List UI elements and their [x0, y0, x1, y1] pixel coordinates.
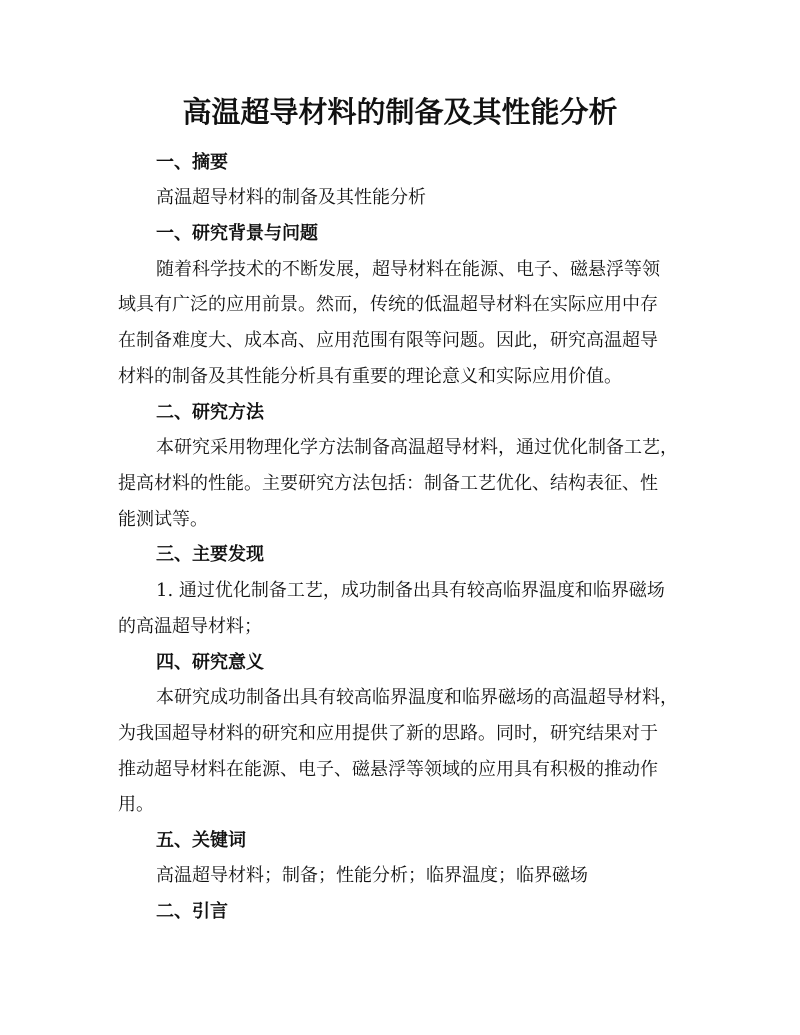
section-heading-methods: 二、研究方法: [156, 402, 264, 423]
methods-line-2: 提高材料的性能。主要研究方法包括：制备工艺优化、结构表征、性: [118, 473, 658, 494]
findings-line-1: 1. 通过优化制备工艺，成功制备出具有较高临界温度和临界磁场: [156, 580, 665, 601]
significance-line-3: 推动超导材料在能源、电子、磁悬浮等领域的应用具有积极的推动作: [118, 759, 658, 780]
methods-line-3: 能测试等。: [118, 509, 208, 530]
section-heading-introduction: 二、引言: [156, 901, 228, 922]
document-title: 高温超导材料的制备及其性能分析: [182, 95, 618, 129]
keywords-line-1: 高温超导材料；制备；性能分析；临界温度；临界磁场: [156, 865, 588, 886]
section-heading-abstract: 一、摘要: [156, 152, 228, 173]
background-line-4: 材料的制备及其性能分析具有重要的理论意义和实际应用价值。: [118, 366, 622, 387]
significance-line-4: 用。: [118, 794, 154, 815]
abstract-line-1: 高温超导材料的制备及其性能分析: [156, 187, 426, 208]
background-line-1: 随着科学技术的不断发展，超导材料在能源、电子、磁悬浮等领: [156, 259, 660, 280]
significance-line-1: 本研究成功制备出具有较高临界温度和临界磁场的高温超导材料，: [156, 687, 678, 708]
section-heading-keywords: 五、关键词: [156, 830, 246, 851]
findings-line-2: 的高温超导材料；: [118, 616, 262, 637]
methods-line-1: 本研究采用物理化学方法制备高温超导材料，通过优化制备工艺，: [156, 437, 678, 458]
significance-line-2: 为我国超导材料的研究和应用提供了新的思路。同时，研究结果对于: [118, 723, 658, 744]
section-heading-background: 一、研究背景与问题: [156, 223, 318, 244]
section-heading-significance: 四、研究意义: [156, 652, 264, 673]
background-line-2: 域具有广泛的应用前景。然而，传统的低温超导材料在实际应用中存: [118, 294, 658, 315]
section-heading-findings: 三、主要发现: [156, 544, 264, 565]
background-line-3: 在制备难度大、成本高、应用范围有限等问题。因此，研究高温超导: [118, 330, 658, 351]
